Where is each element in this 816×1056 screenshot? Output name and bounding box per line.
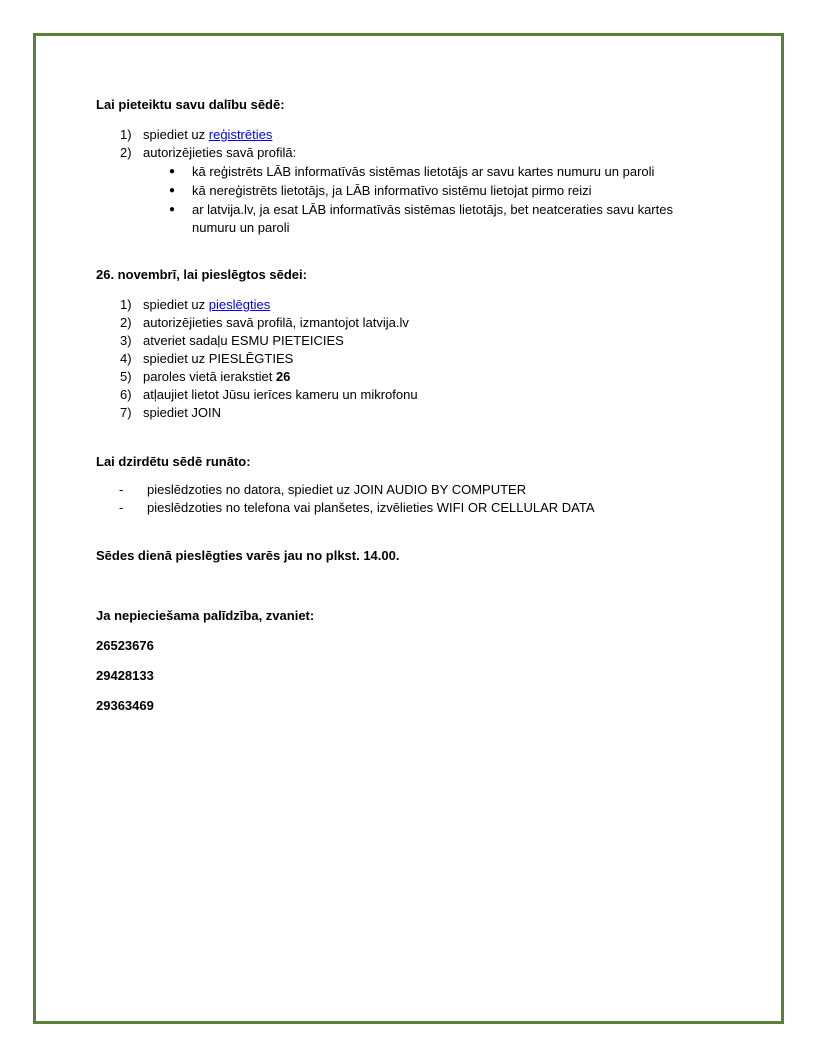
phone-number-3: 29363469 — [96, 698, 154, 713]
step-number: 7) — [120, 405, 132, 420]
item-text: pieslēdzoties no datora, spiediet uz JOIN AUDIO BY COMPUTER — [147, 482, 527, 497]
password-value: 26 — [275, 369, 291, 384]
step-text: spiediet uz PIESLĒGTIES — [143, 351, 294, 366]
section1-heading: Lai pieteiktu savu dalību sēdē: — [96, 97, 285, 112]
bullet-icon: ● — [169, 166, 176, 177]
step-text — [143, 126, 272, 144]
bullet-text: ar latvija.lv, ja esat LĀB informatīvās sistēmas lietotājs, bet neatceraties savu kartes — [192, 202, 673, 217]
bullet-icon: ● — [169, 185, 176, 196]
section2-heading: 26. novembrī, lai pieslēgtos sēdei: — [96, 267, 307, 282]
item-text: pieslēdzoties no telefona vai planšetes, izvēlieties WIFI OR CELLULAR DATA — [147, 500, 595, 515]
step-text: autorizējieties savā profilā, izmantojot latvija.lv — [143, 315, 409, 330]
step-number: 2) — [120, 315, 132, 330]
bullet-icon: ● — [169, 204, 176, 215]
help-heading: Ja nepieciešama palīdzība, zvaniet: — [96, 608, 315, 623]
step-number: 1) — [120, 297, 132, 312]
phone-number-2: 29428133 — [96, 668, 154, 683]
session-time-note: Sēdes dienā pieslēgties varēs jau no plkst. 14.00. — [96, 548, 400, 563]
step-number: 5) — [120, 369, 132, 384]
phone-number-1: 26523676 — [96, 638, 154, 653]
step-text: atļaujiet lietot Jūsu ierīces kameru un mikrofonu — [143, 387, 418, 402]
step-text — [143, 368, 290, 386]
step-number: 1) — [120, 127, 132, 142]
bullet-text: kā nereģistrēts lietotājs, ja LĀB informatīvo sistēmu lietojat pirmo reizi — [192, 183, 592, 198]
connect-link[interactable]: pieslēgties — [208, 297, 271, 312]
step-text — [143, 296, 270, 314]
step-text: atveriet sadaļu ESMU PIETEICIES — [143, 333, 344, 348]
step-prefix: spiediet uz — [143, 297, 209, 312]
step-text: autorizējieties savā profilā: — [143, 145, 297, 160]
dash-marker: - — [119, 482, 124, 497]
step-number: 2) — [120, 145, 132, 160]
step-number: 6) — [120, 387, 132, 402]
step-number: 4) — [120, 351, 132, 366]
register-link[interactable]: reģistrēties — [208, 127, 273, 142]
bullet-text: numuru un paroli — [192, 220, 290, 235]
step-text: spiediet JOIN — [143, 405, 222, 420]
dash-marker: - — [119, 500, 124, 515]
step-prefix: paroles vietā ierakstiet — [143, 369, 276, 384]
bullet-text: kā reģistrēts LĀB informatīvās sistēmas lietotājs ar savu kartes numuru un paroli — [192, 164, 655, 179]
step-number: 3) — [120, 333, 132, 348]
section3-heading: Lai dzirdētu sēdē runāto: — [96, 454, 251, 469]
step-prefix: spiediet uz — [143, 127, 209, 142]
